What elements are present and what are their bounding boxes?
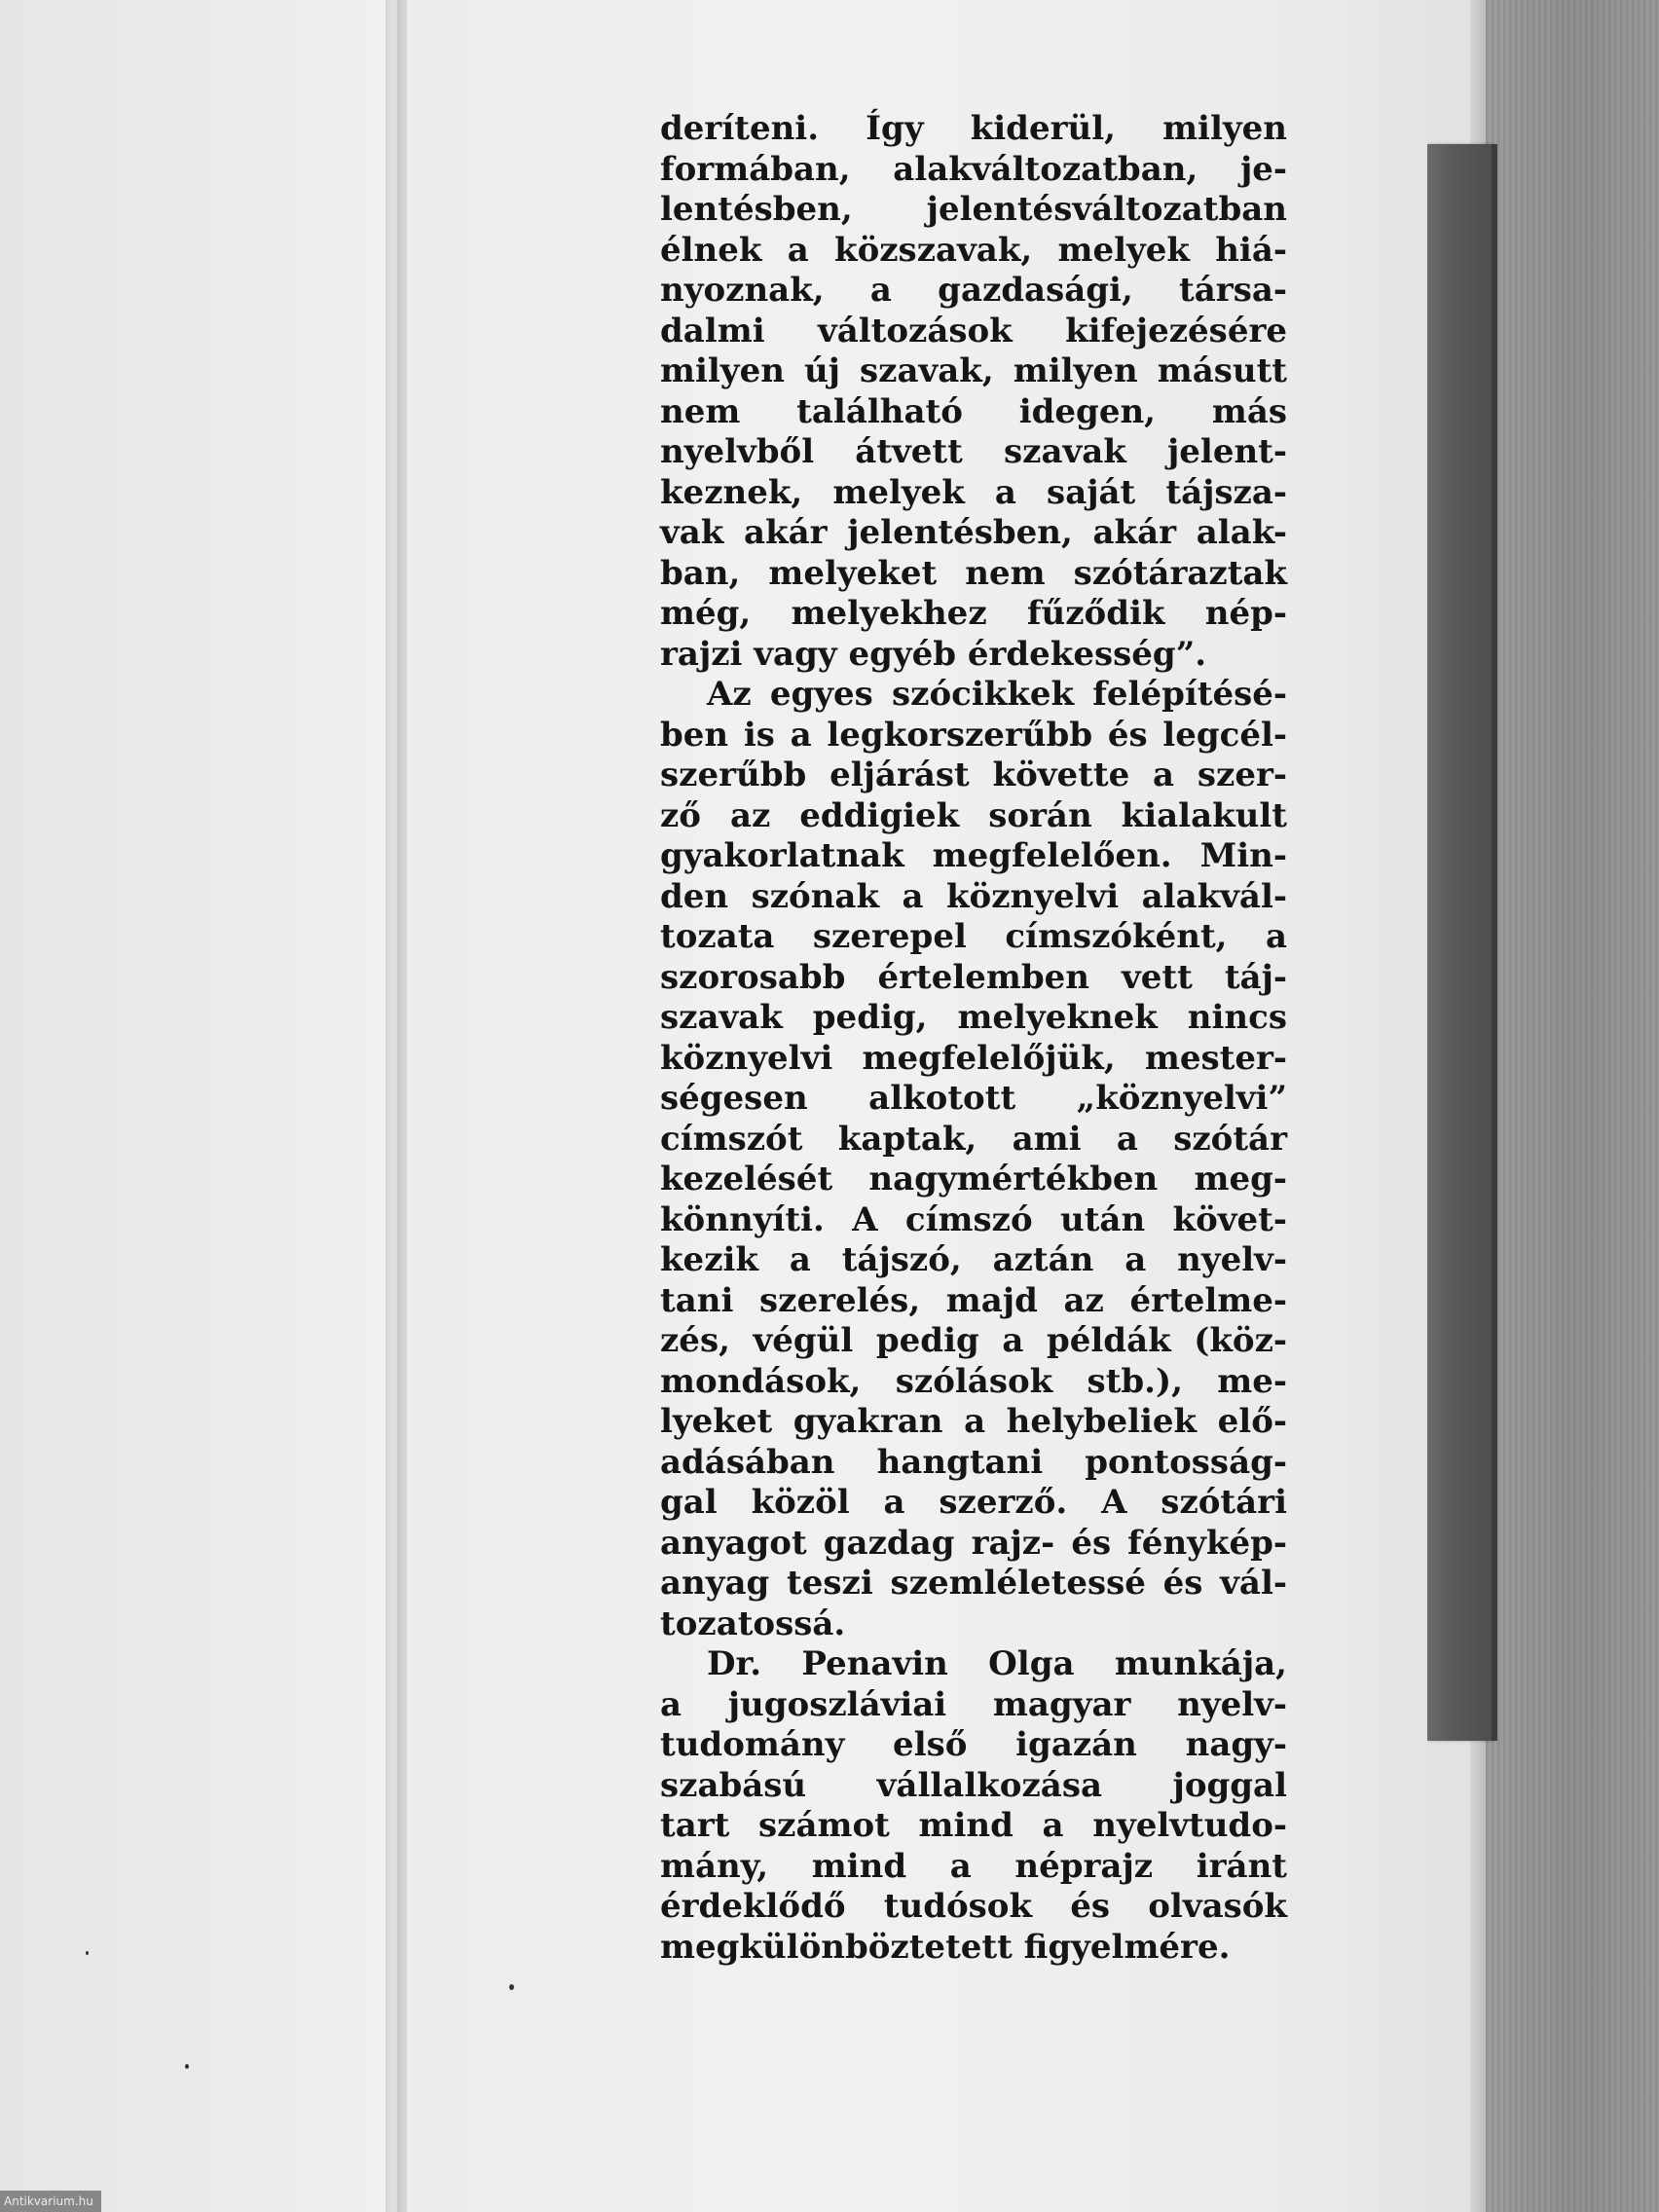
text-line: dalmi változások kifejezésére xyxy=(660,311,1287,350)
text-line: lyeket gyakran a helybeliek elő- xyxy=(660,1402,1287,1441)
text-line: nyoznak, a gazdasági, társa- xyxy=(660,271,1287,310)
text-line: ző az eddigiek során kialakult xyxy=(660,795,1287,835)
text-line: formában, alakváltozatban, je- xyxy=(660,149,1287,189)
article-text xyxy=(660,109,1287,1968)
text-line: gyakorlatnak megfelelően. Min- xyxy=(660,836,1287,875)
text-line: szavak pedig, melyeknek nincs xyxy=(660,998,1287,1037)
text-line: ségesen alkotott „köznyelvi” xyxy=(660,1079,1287,1118)
text-line: köznyelvi megfelelőjük, mester- xyxy=(660,1038,1287,1078)
text-line: szerűbb eljárást követte a szer- xyxy=(660,756,1287,794)
text-line: mány, mind a néprajz iránt xyxy=(660,1846,1287,1886)
text-line: lentésben, jelentésváltozatban xyxy=(660,190,1287,229)
text-line: Dr. Penavin Olga munkája, xyxy=(707,1644,1287,1683)
text-line: Az egyes szócikkek felépítésé- xyxy=(707,675,1287,714)
text-line: élnek a közszavak, melyek hiá- xyxy=(660,230,1287,270)
text-line: nem található idegen, más xyxy=(660,391,1287,431)
paper-speck xyxy=(86,1951,89,1955)
text-line: szabású vállalkozása joggal xyxy=(660,1765,1287,1805)
text-line: vak akár jelentésben, akár alak- xyxy=(660,513,1287,552)
text-line: kezik a tájszó, aztán a nyelv- xyxy=(660,1240,1287,1279)
text-line: ban, melyeket nem szótáraztak xyxy=(660,553,1287,593)
text-line: milyen új szavak, milyen másutt xyxy=(660,351,1287,390)
text-line: nyelvből átvett szavak jelent- xyxy=(660,432,1287,471)
paper-speck xyxy=(509,1984,514,1990)
text-line: anyag teszi szemléletessé és vál- xyxy=(660,1564,1287,1603)
watermark-label: Antikvarium.hu xyxy=(0,2191,101,2212)
text-line: kezelését nagymértékben meg- xyxy=(660,1160,1287,1198)
text-line: zés, végül pedig a példák (köz- xyxy=(660,1321,1287,1360)
text-line: címszót kaptak, ami a szótár xyxy=(660,1119,1287,1159)
text-line: tozatossá. xyxy=(660,1604,846,1643)
text-line: tozata szerepel címszóként, a xyxy=(660,917,1287,956)
text-line: deríteni. Így kiderül, milyen xyxy=(660,109,1287,148)
text-line: még, melyekhez fűződik nép- xyxy=(660,594,1287,633)
text-line: anyagot gazdag rajz- és fénykép- xyxy=(660,1523,1287,1563)
left-page xyxy=(0,0,389,2212)
paragraph xyxy=(660,109,1287,675)
text-line: rajzi vagy egyéb érdekesség”. xyxy=(660,634,1207,674)
text-line: ben is a legkorszerűbb és legcél- xyxy=(660,715,1287,755)
background-surface xyxy=(1486,0,1659,2212)
text-line: den szónak a köznyelvi alakvál- xyxy=(660,876,1287,916)
paper-speck xyxy=(185,2064,189,2069)
text-line: megkülönböztetett figyelmére. xyxy=(660,1927,1231,1967)
text-line: adásában hangtani pontosság- xyxy=(660,1442,1287,1482)
text-line: érdeklődő tudósok és olvasók xyxy=(660,1887,1287,1926)
paragraph xyxy=(660,675,1287,1644)
text-line: tart számot mind a nyelvtudo- xyxy=(660,1806,1287,1845)
text-line: tudomány első igazán nagy- xyxy=(660,1725,1287,1764)
bookmark-ribbon xyxy=(1427,144,1492,1741)
text-line: gal közöl a szerző. A szótári xyxy=(660,1483,1287,1522)
text-line: mondások, szólások stb.), me- xyxy=(660,1361,1287,1401)
text-line: a jugoszláviai magyar nyelv- xyxy=(660,1684,1287,1724)
paragraph xyxy=(660,1644,1287,1968)
text-line: tani szerelés, majd az értelme- xyxy=(660,1280,1287,1320)
text-line: keznek, melyek a saját tájsza- xyxy=(660,472,1287,512)
text-line: könnyíti. A címszó után követ- xyxy=(660,1199,1287,1239)
text-line: szorosabb értelemben vett táj- xyxy=(660,957,1287,997)
